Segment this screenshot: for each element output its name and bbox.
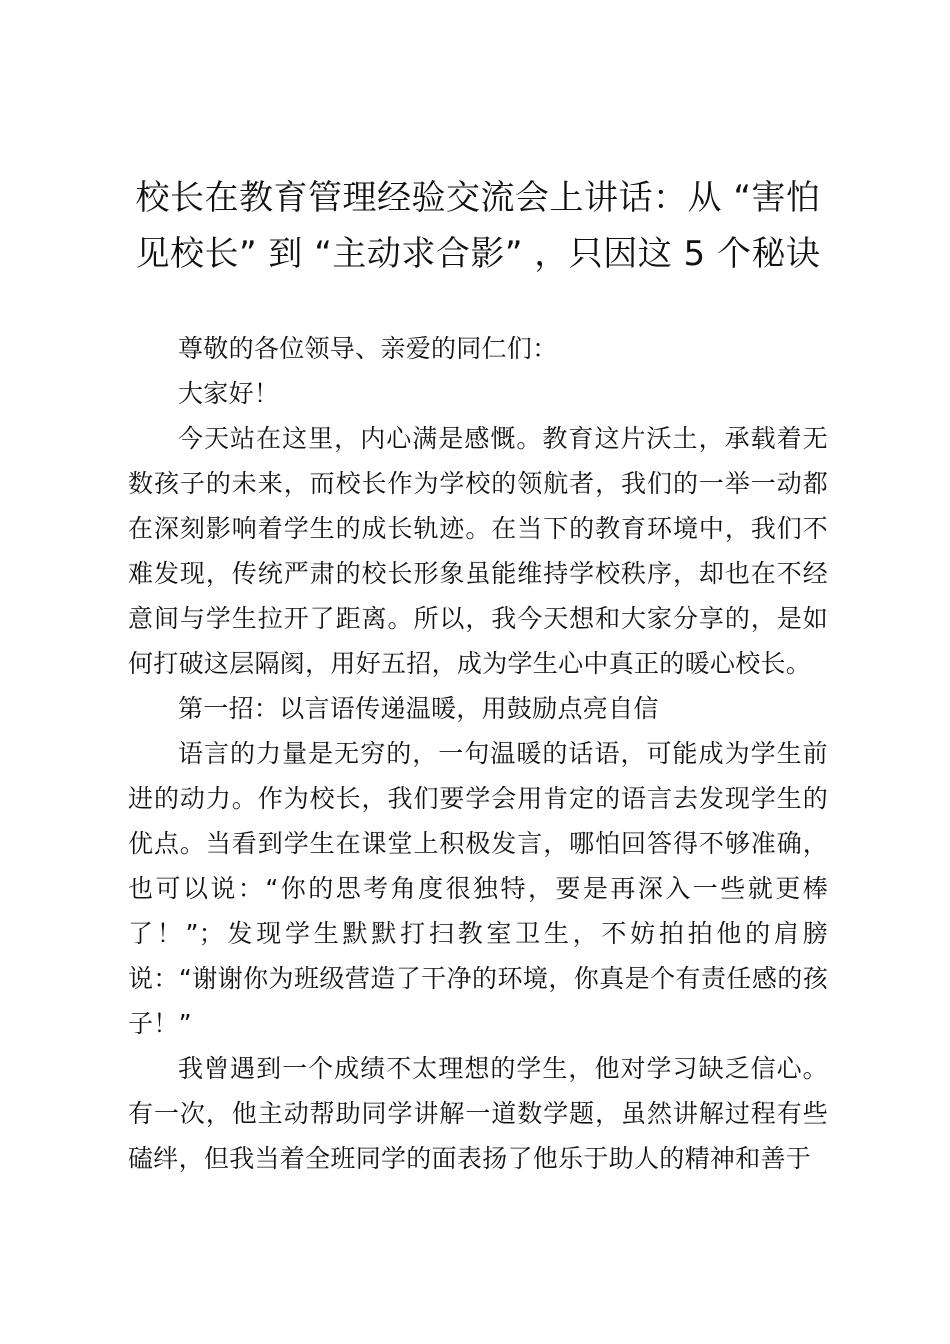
document-body	[128, 326, 828, 1181]
section-heading-first-tip: 第一招：以言语传递温暖，用鼓励点亮自信	[178, 694, 659, 723]
salutation: 尊敬的各位领导、亲爱的同仁们：	[178, 334, 558, 363]
paragraph-intro: 今天站在这里，内心满是感慨。教育这片沃土，承载着无数孩子的未来，而校长作为学校的领航者，我们的一举一动都在深刻影响着学生的成长轨迹。在当下的教育环境中，我们不难发现，传统严肃的校长形象虽能维持学校秩序，却也在不经意间与学生拉开了距离。所以，我今天想和大家分享的，是如何打破这层隔阂，用好五招，成为学生心中真正的暖心校长。	[128, 424, 828, 678]
paragraph-example: 我曾遇到一个成绩不太理想的学生，他对学习缺乏信心。有一次，他主动帮助同学讲解一道数学题，虽然讲解过程有些磕绊，但我当着全班同学的面表扬了他乐于助人的精神和善于	[128, 1054, 828, 1173]
greeting: 大家好！	[178, 379, 280, 408]
paragraph-first-tip: 语言的力量是无穷的，一句温暖的话语，可能成为学生前进的动力。作为校长，我们要学会用肯定的语言去发现学生的优点。当看到学生在课堂上积极发言，哪怕回答得不够准确，也可以说：“你的思考角度很独特，要是再深入一些就更棒了！”；发现学生默默打扫教室卫生，不妨拍拍他的肩膀说：“谢谢你为班级营造了干净的环境，你真是个有责任感的孩子！”	[128, 739, 828, 1038]
document-title: 校长在教育管理经验交流会上讲话：从 “害怕见校长” 到 “主动求合影” ，只因这 5 个秘诀	[135, 178, 821, 274]
